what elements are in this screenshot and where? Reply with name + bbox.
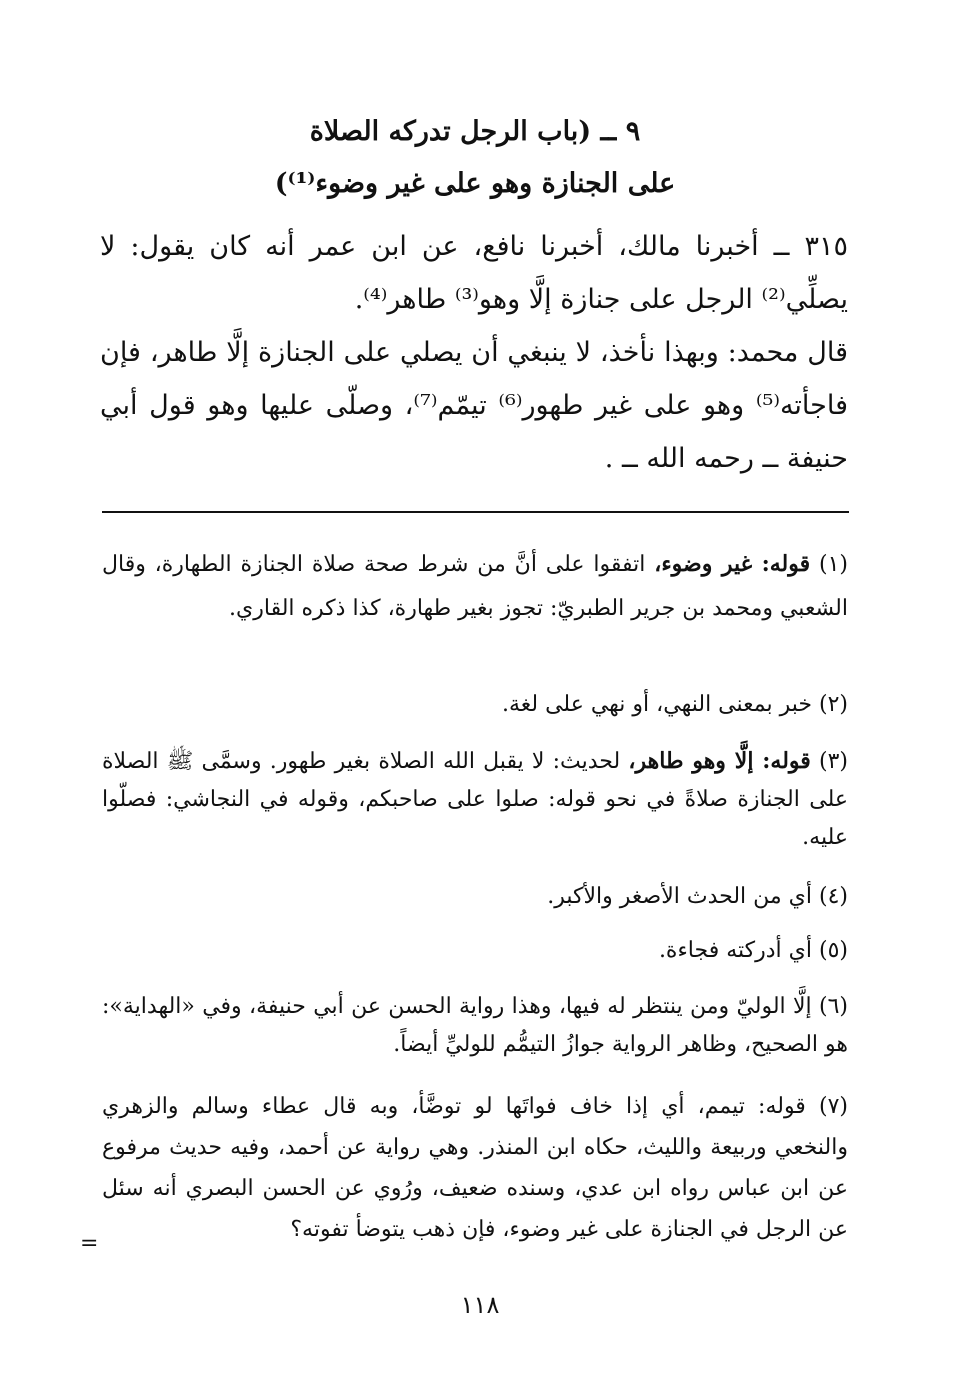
- footnote-lead: قوله: غير وضوء،: [654, 551, 811, 577]
- chapter-title: ٩ ــ (باب الرجل تدركه الصلاة: [309, 116, 641, 147]
- page-number: ١١٨: [460, 1291, 500, 1319]
- footnote-text: خبر بمعنى النهي، أو نهي على لغة.: [501, 692, 812, 717]
- footnote-text: قوله: تيمم، أي إذا خاف فواتَها لو توضَّأ، وبه قال عطاء وسالم والزهري والنخعي وربيعة والليث، حكاه ابن المنذر. وهي رواية عن أحمد، وفيه حديث مرفوع عن ابن عباس رواه ابن عدي، وسنده ضعيف، ورُوي عن الحسن البصري أنه سئل عن الرجل في الجنازة على غير وضوء، فإن ذهب يتوضأ تفوته؟: [102, 1094, 848, 1242]
- footnote-marker: (٤): [818, 884, 848, 909]
- footnote-lead: قوله: إلَّا وهو طاهر،: [628, 748, 811, 774]
- footnote-text: أي أدركته فجاءة.: [658, 938, 812, 963]
- chapter-subtitle: على الجنازة وهو على غير وضوء⁽¹⁾): [274, 168, 676, 199]
- footnote-3: [102, 742, 848, 857]
- footnote-marker: (٣): [819, 749, 849, 774]
- footnote-text: اتفقوا على أنَّ من شرط صحة صلاة الجنازة الطهارة، وقال الشعبي ومحمد بن جرير الطبريّ: تجوز بغير طهارة، كذا ذكره القاري.: [102, 552, 848, 621]
- footnote-2: [102, 688, 848, 722]
- footnote-marker: (٦): [818, 994, 848, 1019]
- footnote-text: لحديث: لا يقبل الله الصلاة بغير طهور. وسمَّى ﷺ الصلاة على الجنازة صلاةً في نحو قوله: صلوا على صاحبكم، وقوله في النجاشي: فصلّوا عليه.: [102, 749, 848, 850]
- footnote-5: [102, 934, 848, 968]
- hadith-narration: ٣١٥ ــ أخبرنا مالك، أخبرنا نافع، عن ابن عمر أنه كان يقول: لا يصلِّي⁽²⁾ الرجل على جنازة إلَّا وهو⁽³⁾ طاهر⁽⁴⁾.: [100, 231, 848, 315]
- footnote-1: [102, 542, 848, 631]
- hadith-commentary: قال محمد: وبهذا نأخذ، لا ينبغي أن يصلي على الجنازة إلَّا طاهر، فإن فاجأته⁽⁵⁾ وهو على غير طهور⁽⁶⁾ تيمّم⁽⁷⁾، وصلّى عليها وهو قول أبي حنيفة ــ رحمه الله ــ .: [100, 337, 848, 474]
- footnote-6: [102, 988, 848, 1064]
- footnote-marker: (٢): [818, 692, 848, 717]
- continuation-mark: =: [80, 1231, 99, 1256]
- footnote-text: أي من الحدث الأصغر والأكبر.: [547, 884, 812, 909]
- footnote-4: [102, 880, 848, 914]
- footnote-marker: (١): [819, 552, 849, 577]
- footnote-separator: [102, 511, 849, 513]
- footnote-text: إلَّا الوليّ ومن ينتظر له فيها، وهذا رواية الحسن عن أبي حنيفة، وفي «الهداية»: هو الصحيح، وظاهر الرواية جوازُ التيمُّم للوليِّ أيضاً.: [102, 994, 848, 1057]
- footnote-7: [102, 1086, 848, 1250]
- footnote-marker: (٥): [818, 938, 848, 963]
- footnote-marker: (٧): [818, 1094, 848, 1119]
